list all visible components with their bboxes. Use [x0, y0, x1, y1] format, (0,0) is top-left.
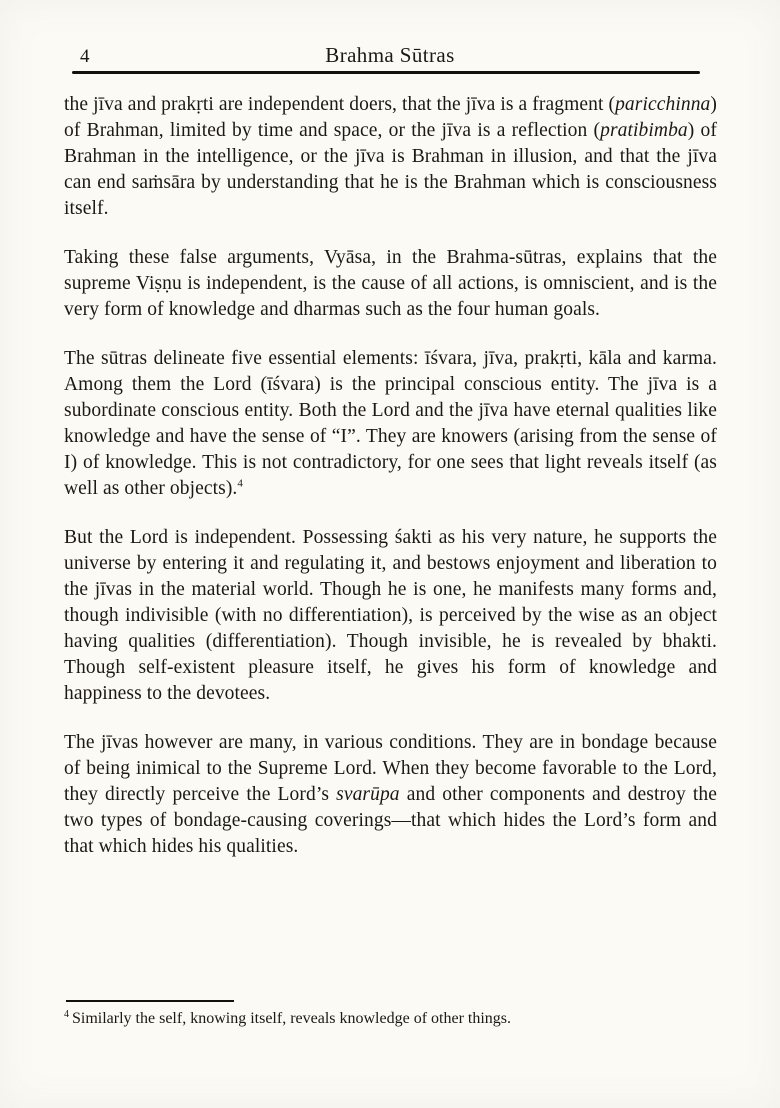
body-text: [64, 92, 717, 883]
page-header-title: Brahma Sūtras: [325, 43, 455, 67]
text-segment: paricchinna: [615, 94, 711, 115]
text-segment: the jīva and prakṛti are independent doers, that the jīva is a fragment (: [64, 94, 616, 115]
text-segment: But the Lord is independent. Possessing śakti as his very nature, he supports the universe by entering it and regulating it, and bestows enjoyment and liberation to the jīvas in the material world. Though he is one, he manifests many forms and, though indivisible (with no differentiation), is perceived by the wise as an object having qualities (differentiation). Though invisible, he is revealed by bhakti. Though self-existent pleasure itself, he gives his form of knowledge and happiness to the devotees.: [64, 527, 717, 704]
footnote-text: Similarly the self, knowing itself, reveals knowledge of other things.: [72, 1010, 512, 1027]
paragraph: [64, 245, 717, 323]
footnote-rule: [66, 1000, 234, 1002]
text-segment: svarūpa: [336, 784, 400, 805]
text-segment: The sūtras delineate five essential elements: īśvara, jīva, prakṛti, kāla and karma. Among them the Lord (īśvara) is the principal conscious entity. The jīva is a subordinate conscious entity. Both the Lord and the jīva have eternal qualities like knowledge and have the sense of “I”. They are knowers (arising from the sense of I) of knowledge. This is not contradictory, for one sees that light reveals itself (as well as other objects).: [64, 348, 717, 499]
paragraph: [64, 525, 717, 707]
header-rule: [72, 71, 700, 74]
text-segment: 4: [237, 477, 244, 490]
page-header: [64, 40, 716, 70]
text-segment: Taking these false arguments, Vyāsa, in the Brahma-sūtras, explains that the supreme Viṣṇu is independent, is the cause of all actions, is omniscient, and is the very form of knowledge and dharmas such as the four human goals.: [64, 247, 717, 320]
page-number: 4: [80, 46, 90, 67]
footnote-section: [64, 1000, 716, 1029]
text-segment: ) of Brahman in the intelligence, or the jīva is Brahman in illusion, and that the jīva can end saṁsāra by understanding that he is the Brahman which is consciousness itself.: [64, 120, 717, 219]
paragraph: [64, 346, 717, 502]
paragraph: [64, 730, 717, 860]
footnote-marker: 4: [64, 1008, 69, 1020]
text-segment: ) of Brahman, limited by time and space, or the jīva is a reflection (: [64, 94, 717, 141]
text-segment: pratibimba: [600, 120, 688, 141]
footnote: [64, 1008, 716, 1029]
text-segment: and other components and destroy the two types of bondage-causing coverings—that which hides the Lord’s form and that which hides his qualities.: [64, 784, 717, 857]
paragraph: [64, 92, 717, 222]
text-segment: The jīvas however are many, in various conditions. They are in bondage because of being inimical to the Supreme Lord. When they become favorable to the Lord, they directly perceive the Lord’s: [64, 732, 717, 805]
